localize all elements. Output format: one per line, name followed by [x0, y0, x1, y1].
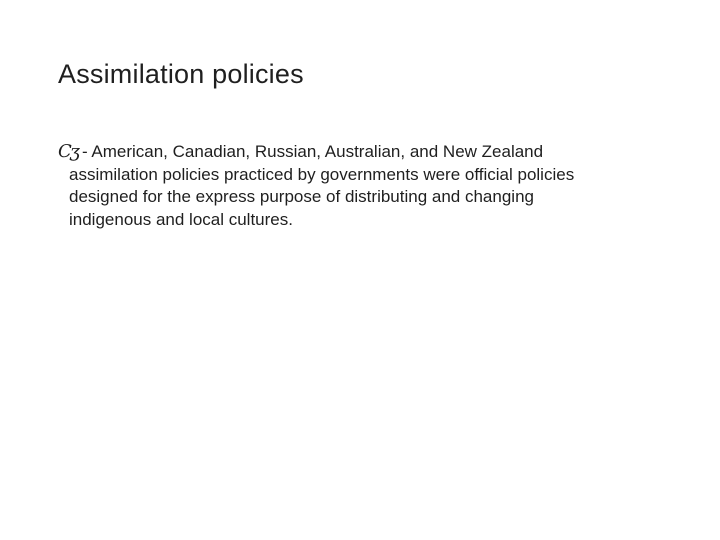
body-line-4: indigenous and local cultures.: [69, 209, 293, 229]
body-line-1-text: - American, Canadian, Russian, Australian, and New Zealand: [81, 142, 544, 161]
body-line-2: assimilation policies practiced by governments were official policies: [69, 164, 575, 184]
slide-title: Assimilation policies: [58, 59, 304, 89]
floral-ornament-bullet-icon: Cʒ: [58, 141, 78, 162]
body-line-3: designed for the express purpose of distributing and changing: [69, 187, 534, 206]
bullet-paragraph: [58, 141, 668, 231]
body-line-1: [58, 141, 668, 164]
